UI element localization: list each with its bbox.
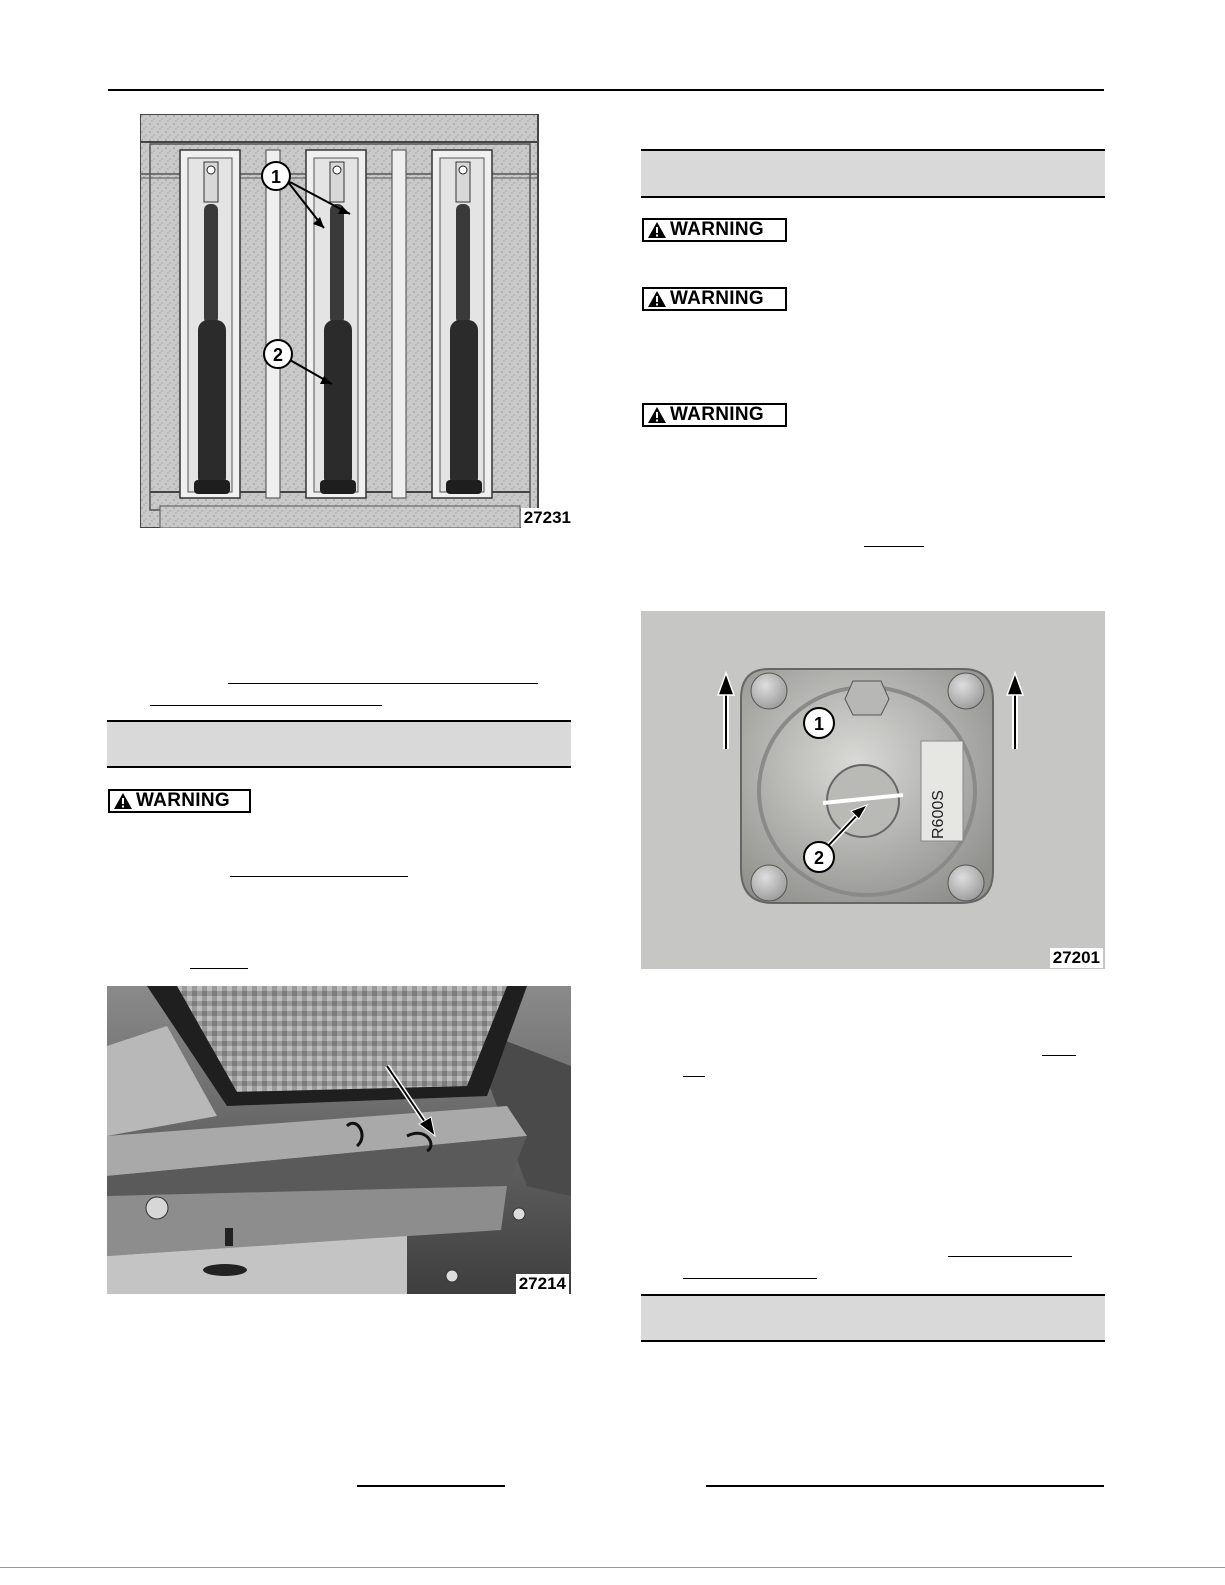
figure-number-27201: 27201 xyxy=(1050,948,1103,968)
warning-triangle-icon xyxy=(647,406,667,424)
regulator-photo xyxy=(641,611,1105,969)
section-heading-bar-right-bottom xyxy=(641,1294,1105,1342)
warning-triangle-icon xyxy=(113,792,133,810)
burner-channel-2 xyxy=(306,150,366,498)
link-underline-8[interactable] xyxy=(948,1256,1072,1257)
link-underline-1[interactable] xyxy=(228,683,538,684)
section-heading-bar-right-top xyxy=(641,149,1105,198)
footer-link-underline[interactable] xyxy=(357,1485,505,1487)
link-underline-2[interactable] xyxy=(150,705,382,706)
warning-text: WARNING xyxy=(670,404,764,425)
regulator-model-label: R600S xyxy=(930,790,947,839)
link-underline-7[interactable] xyxy=(683,1076,705,1077)
footer-rule-right xyxy=(706,1485,1104,1487)
ignition-photo-figure xyxy=(107,986,571,1294)
header-rule xyxy=(108,89,1104,91)
warning-triangle-icon xyxy=(647,290,667,308)
regulator-callout-1-label: 1 xyxy=(813,714,825,734)
link-underline-9[interactable] xyxy=(683,1278,817,1279)
page-bottom-rule xyxy=(0,1567,1225,1568)
figure-number-27231: 27231 xyxy=(521,508,574,528)
regulator-callout-1 xyxy=(804,708,834,738)
regulator-photo-figure xyxy=(641,611,1105,969)
warning-label-right-3 xyxy=(642,403,787,427)
link-underline-4[interactable] xyxy=(190,968,248,969)
burner-channel-1 xyxy=(180,150,240,498)
section-heading-bar-left xyxy=(107,720,571,768)
callout-1-label: 1 xyxy=(270,167,282,187)
warning-label-left xyxy=(108,789,251,813)
burners-figure xyxy=(140,114,574,528)
warning-triangle-icon xyxy=(647,221,667,239)
ignition-photo xyxy=(107,986,571,1294)
link-underline-6[interactable] xyxy=(1042,1055,1076,1056)
warning-label-right-1 xyxy=(642,218,787,242)
warning-text: WARNING xyxy=(670,288,764,309)
callout-2-label: 2 xyxy=(272,345,284,365)
warning-text: WARNING xyxy=(136,790,230,811)
burners-illustration xyxy=(140,114,574,528)
warning-label-right-2 xyxy=(642,287,787,311)
burner-channel-3 xyxy=(432,150,492,498)
link-underline-3[interactable] xyxy=(230,876,408,877)
figure-number-27214: 27214 xyxy=(516,1274,569,1294)
regulator-callout-2-label: 2 xyxy=(813,848,825,868)
warning-text: WARNING xyxy=(670,219,764,240)
link-underline-5[interactable] xyxy=(864,546,924,547)
